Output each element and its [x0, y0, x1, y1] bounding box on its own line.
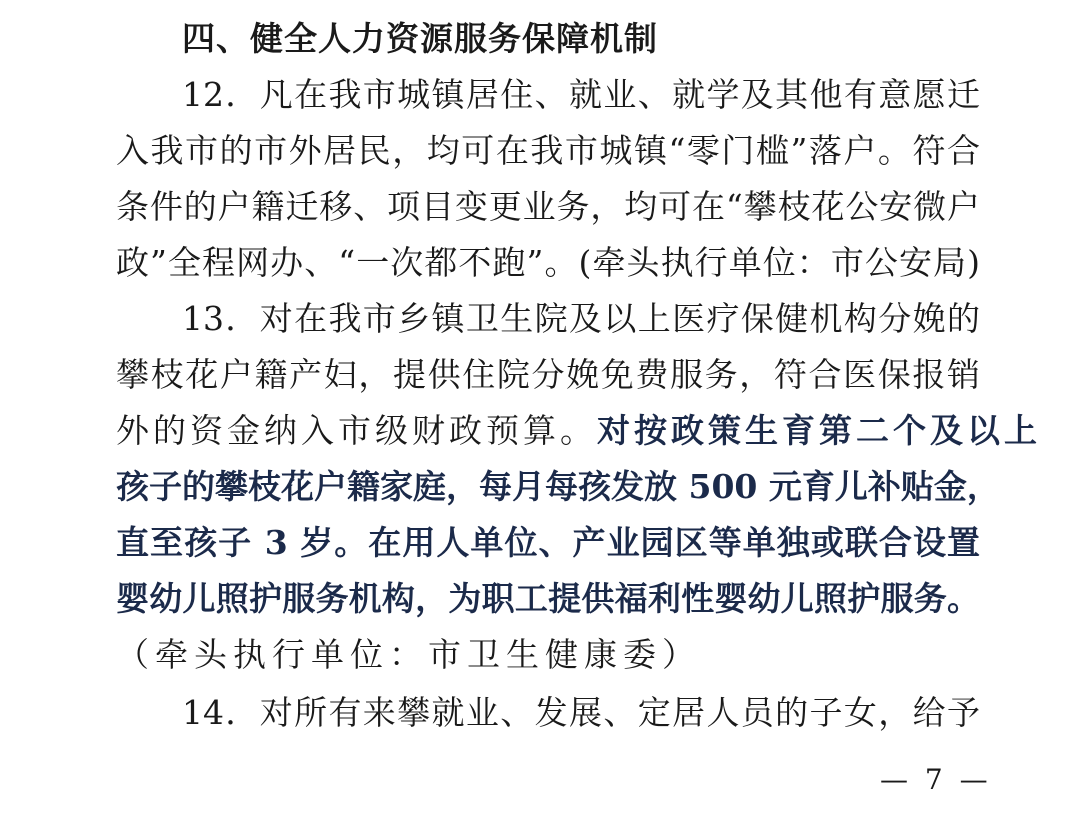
paragraph-12-line-3: 条件的户籍迁移、项目变更业务，均可在“攀枝花公安微户	[116, 187, 980, 226]
paragraph-13-line-2: 攀枝花户籍产妇，提供住院分娩免费服务，符合医保报销	[116, 355, 980, 394]
paragraph-13-line-6: 婴幼儿照护服务机构，为职工提供福利性婴幼儿照护服务。	[116, 579, 980, 618]
paragraph-13-line-3-bold: 对按政策生育第二个及以上	[597, 411, 1041, 450]
paragraph-13-line-5: 直至孩子 3 岁。在用人单位、产业园区等单独或联合设置	[116, 523, 980, 562]
paragraph-13-line-1: 13．对在我市乡镇卫生院及以上医疗保健机构分娩的	[182, 299, 980, 338]
section-heading: 四、健全人力资源服务保障机制	[182, 19, 658, 58]
paragraph-12-line-4: 政”全程网办、“一次都不跑”。(牵头执行单位：市公安局)	[116, 243, 980, 282]
paragraph-12-line-1: 12．凡在我市城镇居住、就业、就学及其他有意愿迁	[182, 75, 980, 114]
paragraph-13-line-3	[116, 402, 1041, 459]
paragraph-13-line-4: 孩子的攀枝花户籍家庭，每月每孩发放 500 元育儿补贴金，	[116, 467, 1000, 506]
paragraph-12-line-2: 入我市的市外居民，均可在我市城镇“零门槛”落户。符合	[116, 131, 980, 170]
paragraph-14-line-1: 14．对所有来攀就业、发展、定居人员的子女，给予	[182, 693, 980, 732]
paragraph-13-line-7: （牵头执行单位：市卫生健康委）	[116, 635, 701, 674]
paragraph-13-line-3-plain: 外的资金纳入市级财政预算。	[116, 411, 597, 450]
page-number: — 7 —	[880, 763, 992, 796]
